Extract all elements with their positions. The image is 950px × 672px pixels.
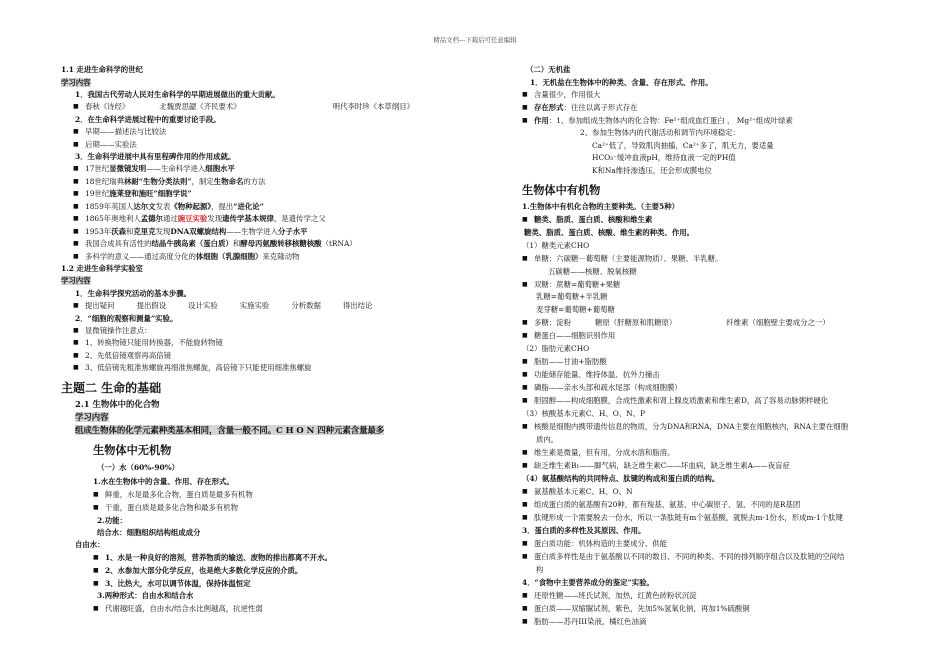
- text-line: [522, 356, 607, 368]
- line-text: 学习内容: [61, 78, 91, 87]
- line-text: （2）脂肪元素CHO: [522, 344, 590, 353]
- line-text: （1）糖类元素CHO: [522, 241, 590, 250]
- text-line: [522, 369, 660, 381]
- line-text: 3、比热大，水可以调节体温，保持体温恒定: [105, 579, 251, 588]
- text-line: [93, 578, 251, 590]
- bullet-icon: ■: [73, 253, 79, 260]
- bullet-icon: ■: [93, 580, 99, 587]
- line-segment: 的方法: [243, 177, 266, 186]
- line-text: 代谢越旺盛，自由水/结合水比例越高，抗逆性弱: [105, 604, 263, 613]
- line-text: 构: [536, 565, 544, 574]
- line-segment: 结晶牛胰岛素（蛋白质）: [151, 239, 233, 248]
- text-line: [75, 313, 177, 325]
- line-segment: 和: [126, 227, 134, 236]
- text-line: [73, 163, 235, 175]
- text-line: [522, 577, 654, 589]
- bullet-icon: ■: [93, 491, 99, 498]
- text-line: [73, 362, 311, 374]
- line-segment: 1865年奥地利人: [85, 214, 141, 223]
- text-line: [592, 165, 712, 177]
- line-segment: 春秋《诗经》: [85, 102, 130, 111]
- text-line: [75, 151, 235, 163]
- line-text: 糖蛋白——细胞识别作用: [534, 331, 616, 340]
- text-line: [522, 395, 828, 407]
- bullet-icon: ■: [522, 618, 528, 625]
- bullet-icon: ■: [73, 203, 79, 210]
- line-segment: 林耐“生物分类法则”: [123, 177, 192, 186]
- text-line: [522, 317, 830, 329]
- line-text: 蛋白质功能：机体构造的主要成分、供能: [534, 539, 668, 548]
- line-text: HCO₃⁻缓冲血液pH，维持血液一定的PH值: [592, 153, 736, 162]
- text-line: [97, 462, 179, 474]
- line-segment: 实施实验: [239, 301, 270, 310]
- line-segment: ，是遗传学之父: [273, 214, 326, 223]
- text-line: [536, 304, 615, 316]
- line-segment: ：往往以离子形式存在: [563, 103, 638, 112]
- line-segment: 得出结论: [342, 301, 373, 310]
- text-line: [530, 77, 713, 89]
- bullet-icon: ■: [522, 488, 528, 495]
- text-line: [61, 275, 91, 287]
- text-line: [524, 227, 694, 239]
- text-line: [522, 603, 750, 615]
- text-line: [75, 398, 160, 411]
- line-text: （一）水（60%-90%）: [97, 463, 180, 472]
- line-segment: （tRNA）: [321, 239, 357, 248]
- bullet-icon: ■: [522, 371, 528, 378]
- text-line: [522, 89, 601, 101]
- text-line: [522, 102, 638, 114]
- bullet-icon: ■: [522, 384, 528, 391]
- text-line: [522, 499, 800, 511]
- text-line: [93, 552, 332, 564]
- line-segment: 17世纪: [85, 164, 110, 173]
- text-line: [73, 126, 166, 138]
- line-segment: “进化论”: [233, 202, 264, 211]
- text-line: [522, 460, 790, 472]
- text-line: [73, 251, 299, 263]
- line-text: 鲜重，水是最多化合物，蛋白质是最多有机物: [105, 490, 253, 499]
- text-line: [73, 226, 308, 238]
- text-line: [61, 64, 143, 76]
- text-line: [592, 152, 736, 164]
- bullet-icon: ■: [73, 352, 79, 359]
- line-text: 自由水：: [75, 540, 105, 549]
- text-line: [522, 408, 645, 420]
- bullet-icon: ■: [73, 103, 79, 110]
- text-line: [93, 489, 253, 501]
- bullet-icon: ■: [93, 504, 99, 511]
- line-text: 3．生命科学进展中具有里程碑作用的作用成就。: [75, 152, 236, 161]
- line-segment: 提出假设: [136, 301, 167, 310]
- line-segment: 北魏贾思勰《齐民要术》: [159, 102, 241, 111]
- text-line: [73, 350, 171, 362]
- bullet-icon: ■: [73, 327, 79, 334]
- line-segment: 酵母丙氨酸转移核糖核酸: [240, 239, 322, 248]
- line-text: 1、转换物镜只能用转换器，不能旋转物镜: [85, 338, 223, 347]
- text-line: [536, 564, 543, 576]
- line-segment: 发现: [155, 227, 171, 236]
- bullet-icon: ■: [522, 449, 528, 456]
- text-line: [93, 565, 302, 577]
- line-segment: 遗传学基本规律: [222, 214, 274, 223]
- line-segment: ——生命科学进入: [146, 164, 206, 173]
- line-text: 五碳糖——核糖、脱氧核糖: [548, 267, 637, 276]
- text-line: [522, 253, 722, 265]
- line-segment: 沃森: [111, 227, 126, 236]
- bullet-icon: ■: [522, 332, 528, 339]
- line-text: 后期——实验法: [85, 140, 137, 149]
- line-text: 还原性糖——班氏试剂，加热，红黄色砖粉状沉淀: [534, 591, 697, 600]
- line-text: （4）氨基酸结构的共同特点、肽键的构成和蛋白质的结构。: [522, 474, 720, 483]
- text-line: [73, 325, 152, 337]
- line-text: 2．在生命科学进展过程中的重要讨论手段。: [75, 115, 221, 124]
- line-text: 4．“食物中主要营养成分的鉴定”实验。: [522, 578, 654, 587]
- line-segment: 提出疑问: [85, 301, 115, 310]
- line-text: 双糖：蔗糖=葡萄糖+果糖: [534, 280, 621, 289]
- line-text: 单糖：六碳糖－葡萄糖（主要能源物质）、果糖、半乳糖。: [534, 254, 723, 263]
- text-line: [73, 213, 326, 225]
- section-title: [61, 380, 161, 396]
- text-line: [548, 266, 637, 278]
- line-text: 功能储存能量、维持体温、抗外力撞击: [534, 370, 660, 379]
- bullet-icon: ■: [522, 117, 528, 124]
- line-text: 组成蛋白质的氨基酸有20种，都有羧基、氨基、中心碳原子、氢，不同的是R基团: [534, 500, 801, 509]
- bullet-icon: ■: [522, 423, 528, 430]
- text-line: [536, 434, 558, 446]
- text-line: [73, 238, 357, 250]
- line-segment: 生物命名: [213, 177, 244, 186]
- line-text: 结合水：细胞组织结构组成成分: [97, 528, 201, 537]
- line-segment: ——生物学进入: [226, 227, 278, 236]
- line-segment: 糖原（肝糖原和肌糖原）: [594, 318, 677, 327]
- text-line: [75, 114, 221, 126]
- bullet-icon: ■: [522, 91, 528, 98]
- text-line: [73, 201, 264, 213]
- text-line: [522, 616, 646, 628]
- line-segment: 显微镜发明: [109, 164, 147, 173]
- line-text: 显微镜操作注意点：: [85, 326, 152, 335]
- line-segment: 《物种起源》: [170, 202, 212, 211]
- bullet-icon: ■: [522, 592, 528, 599]
- line-text: 2．“细胞的观察和测量”实验。: [75, 314, 178, 323]
- line-text: 1.生物体中有机化合物的主要种类。（主要5种）: [522, 202, 679, 211]
- bullet-icon: ■: [73, 141, 79, 148]
- line-segment: 发表: [155, 202, 171, 211]
- text-line: [73, 176, 266, 188]
- text-line: [75, 89, 280, 101]
- line-text: 氨基酸基本元素C、H、O、N: [534, 487, 633, 496]
- text-line: [61, 263, 143, 275]
- bullet-icon: ■: [93, 605, 99, 612]
- text-line: [93, 603, 263, 615]
- bullet-icon: ■: [522, 255, 528, 262]
- line-text: 学习内容: [75, 412, 109, 422]
- line-segment: 施莱登和施旺“细胞学说”: [109, 189, 192, 198]
- bullet-icon: ■: [522, 397, 528, 404]
- line-text: 1、水是一种良好的溶剂，营养物质的输送、废物的排出都离不开水。: [105, 553, 332, 562]
- bullet-icon: ■: [73, 364, 79, 371]
- text-line: [522, 343, 589, 355]
- line-segment: 明代李时珍《本草纲目》: [332, 102, 414, 111]
- text-line: [75, 288, 191, 300]
- text-line: [522, 201, 679, 213]
- line-segment: ，制定: [191, 177, 214, 186]
- line-text: 2.1 生物体中的化合物: [75, 399, 160, 409]
- bullet-icon: ■: [73, 165, 79, 172]
- line-text: 糖类、脂质、蛋白质、核酸和维生素: [534, 215, 653, 224]
- line-segment: ，: [724, 116, 737, 125]
- text-line: [522, 240, 589, 252]
- text-line: [522, 473, 719, 485]
- section-heading: [522, 182, 600, 198]
- bullet-icon: ■: [522, 462, 528, 469]
- text-line: [97, 527, 200, 539]
- text-line: [61, 77, 91, 89]
- line-segment: 19世纪: [85, 189, 110, 198]
- line-text: 3.两种形式：自由水和结合水: [97, 591, 194, 600]
- line-text: 核酸是细胞内携带遗传信息的物质，分为DNA和RNA，DNA主要在细胞核内，RNA主要在细胞: [534, 422, 849, 431]
- text-line: [522, 447, 674, 459]
- bullet-icon: ■: [522, 501, 528, 508]
- line-text: 胆固醇——构成细胞膜，合成性激素和肾上腺皮质激素和维生素D，高了容易动脉粥样硬化: [534, 396, 829, 405]
- line-text: 主题二 生命的基础: [61, 381, 162, 395]
- line-text: 组成生物体的化学元素种类基本相同，含量一般不同。C H O N 四种元素含量最多: [75, 425, 385, 435]
- line-text: 1．生命科学探究活动的基本步骤。: [75, 289, 192, 298]
- line-text: 脂肪——苏丹III染液，橘红色油滴: [534, 617, 647, 626]
- bullet-icon: ■: [522, 216, 528, 223]
- text-line: [522, 512, 843, 524]
- line-text: K和Na维持渗透压，还会形成膜电位: [592, 166, 712, 175]
- text-line: [522, 382, 682, 394]
- line-segment: 纤维素（细胞壁主要成分之一）: [726, 318, 830, 327]
- line-text: 2、参加生物体内的代谢活动和调节内环境稳定：: [580, 128, 740, 137]
- text-line: [522, 330, 615, 342]
- line-text: 蛋白质多样性是由于氨基酸以不同的数目、不同的种类、不同的排列顺序组合以及肽链的空间结: [534, 552, 845, 561]
- line-text: 2.功能：: [97, 516, 127, 525]
- line-text: 生物体中有机物: [522, 183, 601, 197]
- bullet-icon: ■: [93, 567, 99, 574]
- line-segment: 达尔文: [133, 202, 156, 211]
- line-segment: Mg²⁺组成叶绿素: [736, 116, 793, 125]
- line-segment: ：1、参加组成生物体内的化合物：Fe²⁺组成血红蛋白: [548, 116, 725, 125]
- bullet-icon: ■: [522, 358, 528, 365]
- text-line: [75, 424, 384, 437]
- text-line: [75, 539, 105, 551]
- text-line: [73, 101, 414, 113]
- line-text: 1.水在生物体中的含量、作用、存在形式。: [93, 477, 234, 486]
- text-line: [73, 300, 372, 312]
- bullet-icon: ■: [73, 302, 79, 309]
- bullet-icon: ■: [522, 319, 528, 326]
- line-segment: 作用: [534, 116, 549, 125]
- text-line: [522, 590, 697, 602]
- line-text: （3）核酸基本元素C、H、O、N、P: [522, 409, 645, 418]
- line-text: 1．无机盐在生物体中的种类、含量、存在形式、作用。: [530, 78, 713, 87]
- line-text: 1．我国古代劳动人民对生命科学的早期进展做出的重大贡献。: [75, 90, 280, 99]
- bullet-icon: ■: [522, 540, 528, 547]
- line-text: 麦芽糖=葡萄糖+葡萄糖: [536, 305, 615, 314]
- bullet-icon: ■: [522, 553, 528, 560]
- line-text: 干重，蛋白质是最多化合物和最多有机物: [105, 503, 239, 512]
- line-text: 含量很少，作用很大: [534, 90, 601, 99]
- line-segment: 分子水平: [278, 227, 308, 236]
- line-text: 质内。: [536, 435, 559, 444]
- line-segment: 我国合成具有活性的: [85, 239, 152, 248]
- line-text: 早期——描述法与比较法: [85, 127, 167, 136]
- text-line: [93, 476, 234, 488]
- line-segment: 1953年: [85, 227, 112, 236]
- text-line: [522, 115, 793, 127]
- line-text: 脂肪——甘油+脂肪酸: [534, 357, 607, 366]
- text-line: [522, 486, 633, 498]
- line-segment: DNA双螺旋结构: [170, 227, 227, 236]
- line-text: Ca²⁺低了，导致肌肉抽搐，Ca²⁺多了，肌无力，要适量: [592, 141, 774, 150]
- bullet-icon: ■: [73, 190, 79, 197]
- line-segment: 体细胞（乳腺细胞）: [195, 252, 263, 261]
- text-line: [522, 421, 848, 433]
- line-segment: 分析数据: [291, 301, 321, 310]
- line-segment: 克里克: [133, 227, 156, 236]
- bullet-icon: ■: [73, 339, 79, 346]
- text-line: [522, 525, 645, 537]
- text-line: [75, 411, 109, 424]
- line-segment: 多科学的意义——通过高度分化的: [85, 252, 196, 261]
- line-text: 学习内容: [61, 276, 91, 285]
- text-line: [97, 515, 127, 527]
- line-segment: 设计实验: [188, 301, 218, 310]
- line-segment: 来克隆动物: [262, 252, 300, 261]
- bullet-icon: ■: [522, 605, 528, 612]
- line-segment: 孟德尔: [140, 214, 163, 223]
- bullet-icon: ■: [73, 228, 79, 235]
- line-text: 蛋白质——双缩脲试剂，紫色，先加5%氢氧化钠，再加1%硫酸铜: [534, 604, 750, 613]
- text-line: [73, 188, 192, 200]
- line-segment: 通过: [162, 214, 178, 223]
- line-segment: ，提出: [211, 202, 234, 211]
- line-segment: 1859年英国人: [85, 202, 134, 211]
- line-text: 糖类、脂质、蛋白质、核酸、维生素的种类、作用。: [524, 228, 694, 237]
- text-line: [522, 551, 844, 563]
- text-line: [536, 291, 608, 303]
- text-line: [73, 139, 137, 151]
- line-text: 2、水参加大部分化学反应，也是绝大多数化学反应的介质。: [105, 566, 303, 575]
- line-segment: 细胞水平: [205, 164, 235, 173]
- line-segment: 豌豆实验: [177, 214, 208, 223]
- text-line: [522, 538, 667, 550]
- line-text: 维生素是微量，但有用，分成水溶和脂溶。: [534, 448, 675, 457]
- bullet-icon: ■: [522, 514, 528, 521]
- line-text: （二）无机盐: [526, 65, 571, 74]
- page-header: 精品文档---下载后可任意编辑: [433, 36, 517, 44]
- text-line: [580, 127, 740, 139]
- line-text: 3、低倍镜先粗准焦螺旋再细准焦螺旋，高倍镜下只能使用细准焦螺旋: [85, 363, 312, 372]
- line-text: 乳糖=葡萄糖+半乳糖: [536, 292, 608, 301]
- line-segment: 多糖：淀粉: [534, 318, 571, 327]
- bullet-icon: ■: [73, 240, 79, 247]
- line-text: 肽键形成一个需要脱去一份水，所以一条肽链有m个氨基酸，就脱去m-1份水，形成m-1个肽键: [534, 513, 843, 522]
- line-text: 2、先低倍镜观察再高倍镜: [85, 351, 172, 360]
- line-text: 缺乏维生素B₁——脚气病，缺乏维生素C——坏血病，缺乏维生素A——夜盲症: [534, 461, 790, 470]
- bullet-icon: ■: [522, 281, 528, 288]
- text-line: [97, 590, 193, 602]
- text-line: [93, 502, 238, 514]
- line-text: 1.1 走进生命科学的世纪: [61, 65, 143, 74]
- line-text: 磷脂——亲水头部和疏水尾部（构成细胞膜）: [534, 383, 682, 392]
- line-segment: 存在形式: [534, 103, 564, 112]
- bullet-icon: ■: [93, 554, 99, 561]
- text-line: [526, 64, 570, 76]
- line-segment: 和: [232, 239, 241, 248]
- line-text: 1.2 走进生命科学实验室: [61, 264, 143, 273]
- text-line: [73, 337, 223, 349]
- text-line: [522, 214, 652, 226]
- bullet-icon: ■: [73, 178, 79, 185]
- bullet-icon: ■: [73, 215, 79, 222]
- text-line: [522, 279, 620, 291]
- text-line: [592, 140, 774, 152]
- line-segment: 18世纪瑞典: [85, 177, 124, 186]
- bullet-icon: ■: [73, 128, 79, 135]
- line-text: 生物体中无机物: [93, 443, 172, 457]
- bullet-icon: ■: [522, 104, 528, 111]
- section-heading: [93, 442, 171, 458]
- line-segment: 发现: [207, 214, 223, 223]
- line-text: 3．蛋白质的多样性及其原因、作用。: [522, 526, 646, 535]
